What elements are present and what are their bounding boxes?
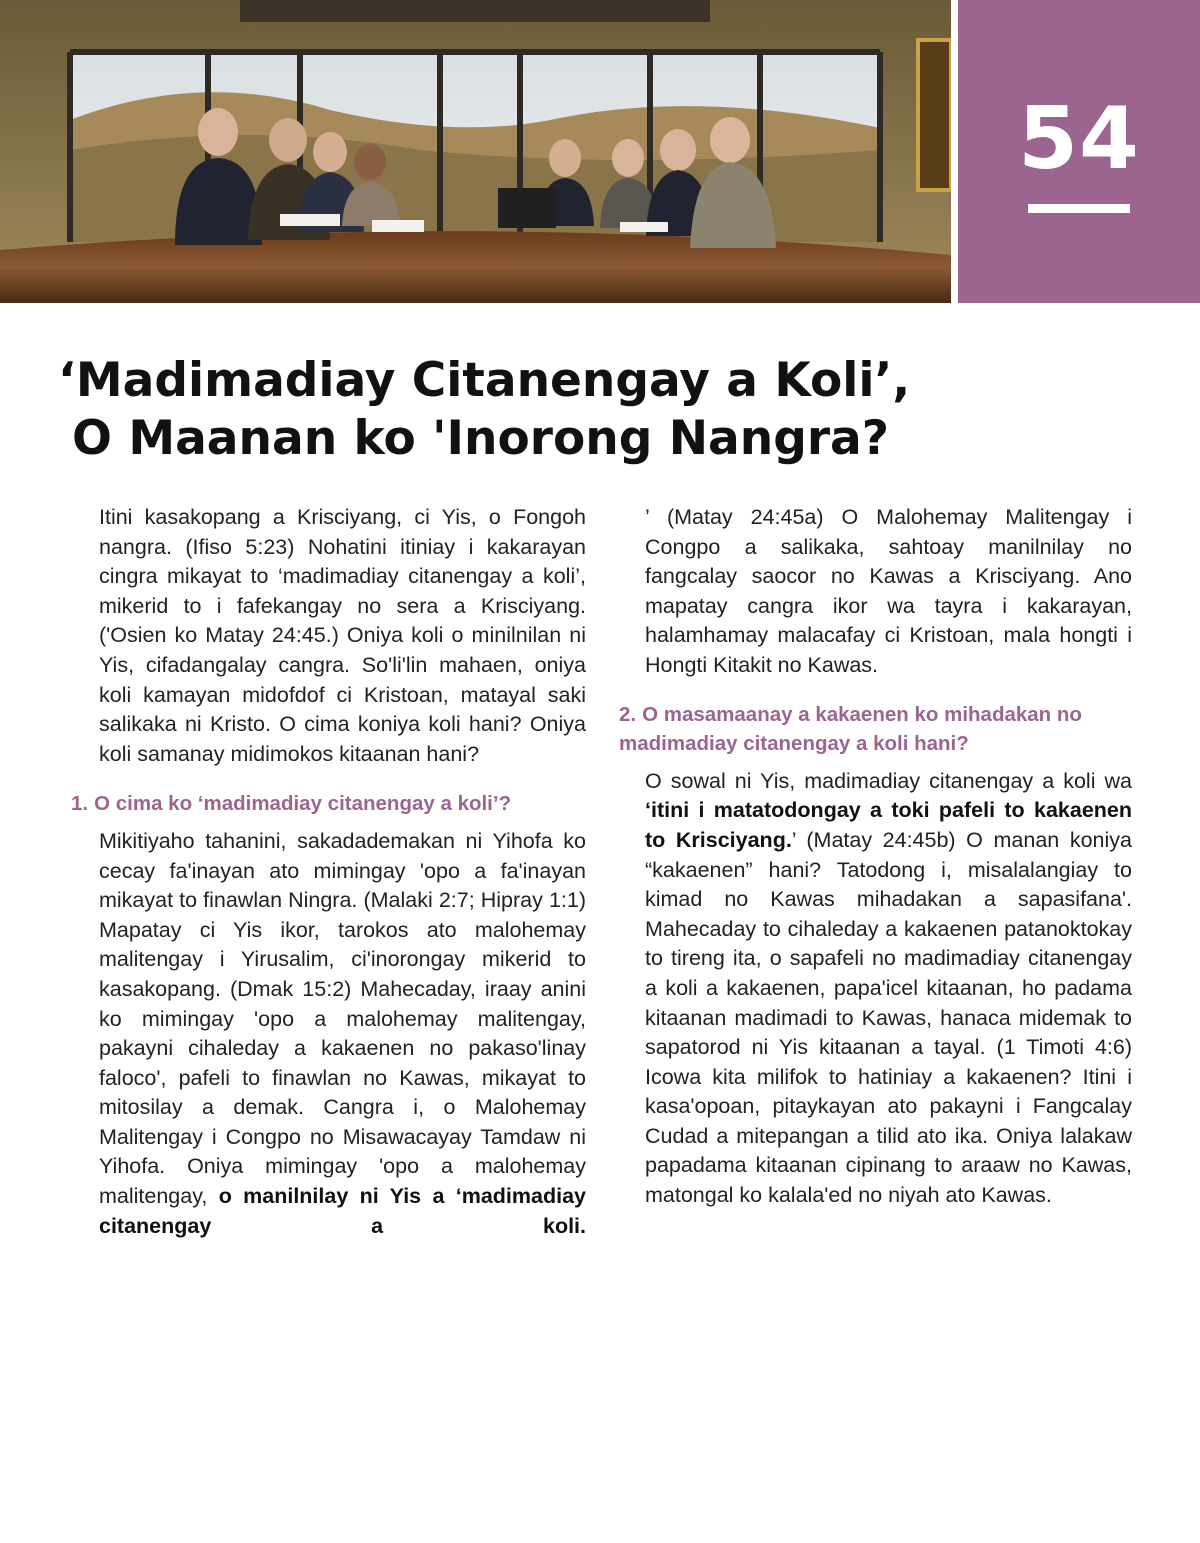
title-line-2: O Maanan ko 'Inorong Nangra? — [72, 411, 890, 466]
header-photo — [0, 0, 951, 303]
section-2-paragraph — [645, 767, 1132, 1211]
section-2-text: ’ (Matay 24:45b) O manan koniya “kakaenen” hani? Tatodong i, misalalangiay to kimad no Kawas mihadakan a sapasifana'. Mahecaday to cihaleday a kakaenen patanoktokay to tireng ita, o sapafeli no madimadiay citanengay a koli a kakaenen, papa'icel kitaanan, ho padama kitaanan madimadi to Kawas, hanaca midemak to sapatorod ni Yis kitaanan a tayal. (1 Timoti 4:6) Icowa kita milifok to hatiniay a kakaenen? Itini i kasa'opoan, pitaykayan ato pakayni i Fangcalay Cudad a mitepangan a tilid ato ika. Oniya lalakaw papadama kitaanan cipinang to araaw no Kawas, matongal ko kalala'ed no niyah ato Kawas. — [645, 827, 1132, 1208]
question-heading-1 — [71, 789, 586, 819]
section-1-text: Mikitiyaho tahanini, sakadademakan ni Yihofa ko cecay fa'inayan ato mimingay 'opo a fa'inayan mikayat to finawlan Ningra. (Malaki 2:7; Hipray 1:1) Mapatay ci Yis ikor, tarokos ato malohemay malitengay i Yirusalim, ci'inorongay mikerid to kasakopang. (Dmak 15:2) Mahecaday, iraay anini ko mimingay 'opo a malohemay malitengay, pakayni cihaleday a kakaenen no pakaso'linay faloco', pafeli to finawlan no Kawas, mikayat to mitosilay a demak. Cangra i, o Malohemay Malitengay i Congpo no Misawacayay Tamdaw ni Yihofa. Oniya mimingay 'opo a malohemay malitengay, — [99, 828, 586, 1209]
section-1-paragraph — [99, 827, 586, 1241]
page-title — [58, 352, 938, 468]
lesson-number-badge — [958, 0, 1200, 303]
right-column — [619, 503, 1132, 1211]
section-1-bold-text: o manilnilay ni Yis a ‘madimadiay citanengay a koli. — [99, 1184, 587, 1238]
section-2-lead: O sowal ni Yis, madimadiay citanengay a koli wa — [645, 768, 1132, 793]
section-2-bold-text: ‘itini i matatodongay a toki pafeli to kakaenen to Krisciyang. — [645, 798, 1132, 852]
title-line-1: ‘Madimadiay Citanengay a Koli’, — [58, 353, 911, 408]
left-column — [71, 503, 587, 1241]
question-heading-2 — [619, 700, 1132, 759]
question-number: 1. — [71, 792, 89, 816]
question-text: O masamaanay a kakaenen ko mihadakan no madimadiay citanengay a koli hani? — [619, 702, 1082, 756]
intro-paragraph: Itini kasakopang a Krisciyang, ci Yis, o Fongoh nangra. (Ifiso 5:23) Nohatini itiniay i kakarayan cingra mikayat to ‘madimadiay citanengay a koli’, mikerid to i fafekangay no sera a Krisciyang. ('Osien ko Matay 24:45.) Oniya koli o minilnilan ni Yis, cifadangalay cangra. So'li'lin mahaen, oniya koli kamayan midofdof ci Kristoan, matayal saki salikaka ni Kristo. O cima koniya koli hani? Oniya koli samanay midimokos kitaanan hani? — [99, 505, 586, 766]
question-text: O cima ko ‘madimadiay citanengay a koli’? — [94, 792, 512, 816]
badge-underline — [1028, 204, 1130, 213]
section-1-continuation: ’ (Matay 24:45a) O Malohemay Malitengay i Congpo a salikaka, sahtoay manilnilay no fangcalay saocor no Kawas a Krisciyang. Ano mapatay cangra ikor wa tayra i kakarayan, halamhamay malacafay ci Kristoan, mala hongti i Hongti Kitakit no Kawas. — [645, 505, 1132, 677]
question-number: 2. — [619, 702, 637, 726]
lesson-number: 54 — [1018, 89, 1140, 189]
